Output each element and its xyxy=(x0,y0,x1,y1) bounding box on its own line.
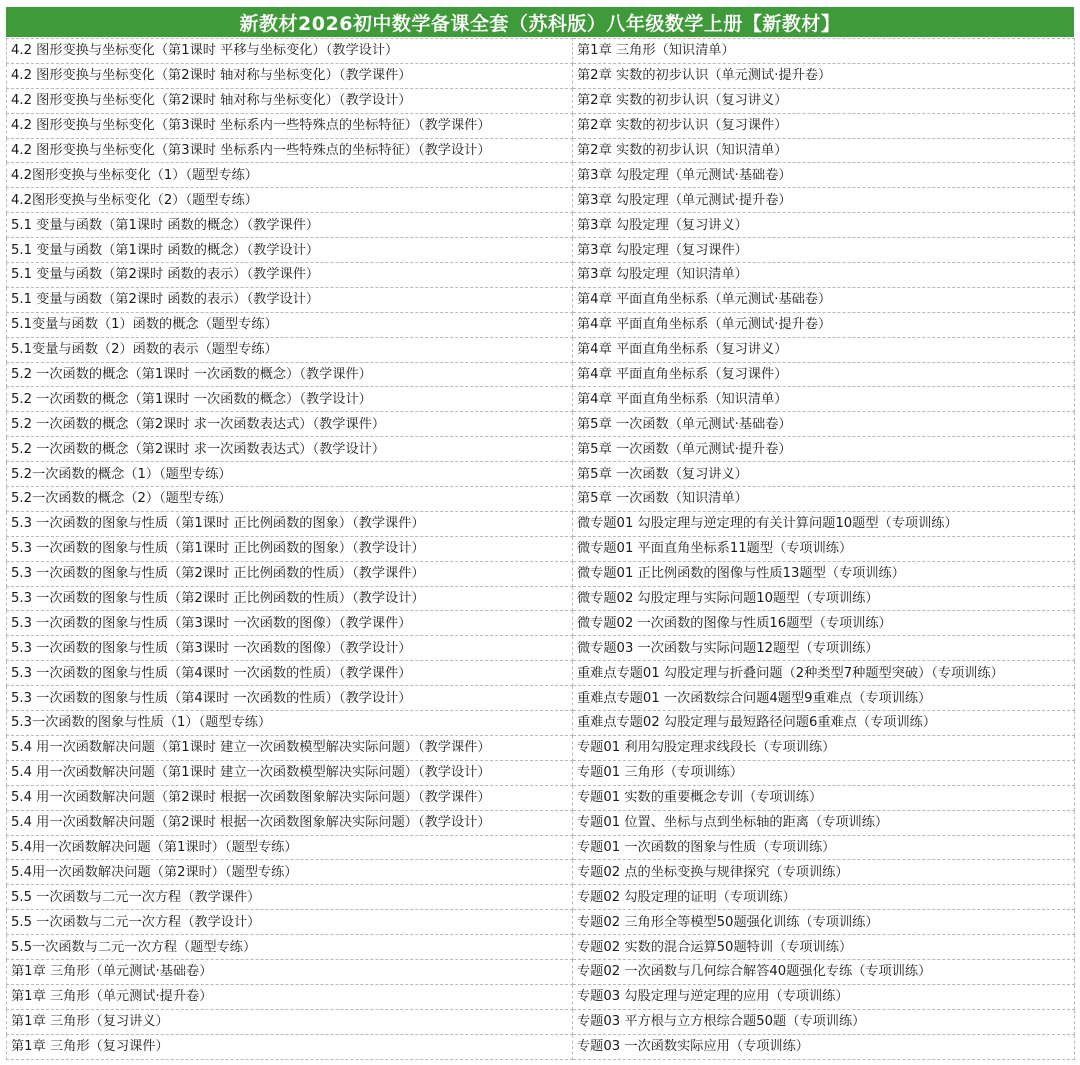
table-row xyxy=(7,810,1075,835)
left-cell: 5.1 变量与函数（第1课时 函数的概念）（教学课件） xyxy=(7,213,573,238)
left-cell: 5.2 一次函数的概念（第1课时 一次函数的概念）（教学课件） xyxy=(7,362,573,387)
right-cell: 微专题01 平面直角坐标系11题型（专项训练） xyxy=(573,536,1075,561)
left-cell: 5.4 用一次函数解决问题（第1课时 建立一次函数模型解决实际问题）（教学设计） xyxy=(7,760,573,785)
resource-table xyxy=(6,38,1075,1060)
right-cell: 第3章 勾股定理（复习讲义） xyxy=(573,213,1075,238)
right-cell: 第2章 实数的初步认识（复习讲义） xyxy=(573,88,1075,113)
left-cell: 5.2一次函数的概念（1）（题型专练） xyxy=(7,462,573,487)
table-row xyxy=(7,785,1075,810)
right-cell: 第1章 三角形（知识清单） xyxy=(573,39,1075,64)
left-cell: 4.2图形变换与坐标变化（1）（题型专练） xyxy=(7,163,573,188)
left-cell: 5.3 一次函数的图象与性质（第1课时 正比例函数的图象）（教学课件） xyxy=(7,511,573,536)
table-row xyxy=(7,586,1075,611)
left-cell: 5.3 一次函数的图象与性质（第1课时 正比例函数的图象）（教学设计） xyxy=(7,536,573,561)
table-row xyxy=(7,1034,1075,1059)
left-cell: 4.2图形变换与坐标变化（2）（题型专练） xyxy=(7,188,573,213)
left-cell: 5.1变量与函数（2）函数的表示（题型专练） xyxy=(7,337,573,362)
left-cell: 5.2一次函数的概念（2）（题型专练） xyxy=(7,487,573,512)
left-cell: 5.1 变量与函数（第1课时 函数的概念）（教学设计） xyxy=(7,238,573,263)
left-cell: 4.2 图形变换与坐标变化（第3课时 坐标系内一些特殊点的坐标特征）（教学设计） xyxy=(7,138,573,163)
table-row xyxy=(7,487,1075,512)
table-row xyxy=(7,437,1075,462)
table-row xyxy=(7,735,1075,760)
right-cell: 专题01 位置、坐标与点到坐标轴的距离（专项训练） xyxy=(573,810,1075,835)
right-cell: 微专题01 正比例函数的图像与性质13题型（专项训练） xyxy=(573,561,1075,586)
table-row xyxy=(7,711,1075,736)
table-row xyxy=(7,636,1075,661)
page-title: 新教材2026初中数学备课全套（苏科版）八年级数学上册【新教材】 xyxy=(6,7,1074,37)
table-row xyxy=(7,88,1075,113)
table-row xyxy=(7,63,1075,88)
table-row xyxy=(7,760,1075,785)
right-cell: 专题01 实数的重要概念专训（专项训练） xyxy=(573,785,1075,810)
left-cell: 5.4 用一次函数解决问题（第2课时 根据一次函数图象解决实际问题）（教学课件） xyxy=(7,785,573,810)
left-cell: 5.2 一次函数的概念（第2课时 求一次函数表达式）（教学课件） xyxy=(7,412,573,437)
left-cell: 4.2 图形变换与坐标变化（第2课时 轴对称与坐标变化）（教学设计） xyxy=(7,88,573,113)
left-cell: 5.4用一次函数解决问题（第2课时）（题型专练） xyxy=(7,860,573,885)
table-row xyxy=(7,312,1075,337)
left-cell: 5.1变量与函数（1）函数的概念（题型专练） xyxy=(7,312,573,337)
right-cell: 第2章 实数的初步认识（单元测试·提升卷） xyxy=(573,63,1075,88)
left-cell: 第1章 三角形（单元测试·提升卷） xyxy=(7,984,573,1009)
right-cell: 第4章 平面直角坐标系（知识清单） xyxy=(573,387,1075,412)
right-cell: 重难点专题02 勾股定理与最短路径问题6重难点（专项训练） xyxy=(573,711,1075,736)
table-row xyxy=(7,561,1075,586)
table-row xyxy=(7,611,1075,636)
table-row xyxy=(7,263,1075,288)
table-row xyxy=(7,462,1075,487)
left-cell: 5.4 用一次函数解决问题（第2课时 根据一次函数图象解决实际问题）（教学设计） xyxy=(7,810,573,835)
table-row xyxy=(7,113,1075,138)
left-cell: 5.3 一次函数的图象与性质（第2课时 正比例函数的性质）（教学课件） xyxy=(7,561,573,586)
table-row xyxy=(7,984,1075,1009)
table-row xyxy=(7,536,1075,561)
right-cell: 第2章 实数的初步认识（知识清单） xyxy=(573,138,1075,163)
right-cell: 专题01 一次函数的图象与性质（专项训练） xyxy=(573,835,1075,860)
right-cell: 专题02 三角形全等模型50题强化训练（专项训练） xyxy=(573,910,1075,935)
right-cell: 第3章 勾股定理（单元测试·基础卷） xyxy=(573,163,1075,188)
left-cell: 5.4用一次函数解决问题（第1课时）（题型专练） xyxy=(7,835,573,860)
right-cell: 第4章 平面直角坐标系（单元测试·提升卷） xyxy=(573,312,1075,337)
left-cell: 5.3 一次函数的图象与性质（第2课时 正比例函数的性质）（教学设计） xyxy=(7,586,573,611)
left-cell: 第1章 三角形（复习课件） xyxy=(7,1034,573,1059)
left-cell: 4.2 图形变换与坐标变化（第2课时 轴对称与坐标变化）（教学课件） xyxy=(7,63,573,88)
left-cell: 5.5 一次函数与二元一次方程（教学课件） xyxy=(7,885,573,910)
table-row xyxy=(7,337,1075,362)
right-cell: 第4章 平面直角坐标系（复习讲义） xyxy=(573,337,1075,362)
left-cell: 5.5 一次函数与二元一次方程（教学设计） xyxy=(7,910,573,935)
right-cell: 第5章 一次函数（单元测试·提升卷） xyxy=(573,437,1075,462)
right-cell: 专题03 平方根与立方根综合题50题（专项训练） xyxy=(573,1009,1075,1034)
right-cell: 专题03 勾股定理与逆定理的应用（专项训练） xyxy=(573,984,1075,1009)
right-cell: 专题02 一次函数与几何综合解答40题强化专练（专项训练） xyxy=(573,959,1075,984)
right-cell: 第5章 一次函数（复习讲义） xyxy=(573,462,1075,487)
left-cell: 4.2 图形变换与坐标变化（第3课时 坐标系内一些特殊点的坐标特征）（教学课件） xyxy=(7,113,573,138)
right-cell: 微专题03 一次函数与实际问题12题型（专项训练） xyxy=(573,636,1075,661)
table-row xyxy=(7,835,1075,860)
right-cell: 专题01 利用勾股定理求线段长（专项训练） xyxy=(573,735,1075,760)
right-cell: 重难点专题01 一次函数综合问题4题型9重难点（专项训练） xyxy=(573,686,1075,711)
left-cell: 5.1 变量与函数（第2课时 函数的表示）（教学课件） xyxy=(7,263,573,288)
left-cell: 5.3一次函数的图象与性质（1）（题型专练） xyxy=(7,711,573,736)
right-cell: 专题02 勾股定理的证明（专项训练） xyxy=(573,885,1075,910)
table-row xyxy=(7,686,1075,711)
table-row xyxy=(7,163,1075,188)
left-cell: 5.3 一次函数的图象与性质（第4课时 一次函数的性质）（教学设计） xyxy=(7,686,573,711)
right-cell: 第3章 勾股定理（单元测试·提升卷） xyxy=(573,188,1075,213)
right-cell: 重难点专题01 勾股定理与折叠问题（2种类型7种题型突破）（专项训练） xyxy=(573,661,1075,686)
left-cell: 第1章 三角形（单元测试·基础卷） xyxy=(7,959,573,984)
table-row xyxy=(7,511,1075,536)
table-row xyxy=(7,238,1075,263)
right-cell: 第4章 平面直角坐标系（复习课件） xyxy=(573,362,1075,387)
right-cell: 专题02 点的坐标变换与规律探究（专项训练） xyxy=(573,860,1075,885)
left-cell: 5.3 一次函数的图象与性质（第3课时 一次函数的图像）（教学设计） xyxy=(7,636,573,661)
right-cell: 专题01 三角形（专项训练） xyxy=(573,760,1075,785)
right-cell: 专题03 一次函数实际应用（专项训练） xyxy=(573,1034,1075,1059)
left-cell: 4.2 图形变换与坐标变化（第1课时 平移与坐标变化）（教学设计） xyxy=(7,39,573,64)
right-cell: 第3章 勾股定理（知识清单） xyxy=(573,263,1075,288)
right-cell: 第5章 一次函数（知识清单） xyxy=(573,487,1075,512)
table-row xyxy=(7,661,1075,686)
table-row xyxy=(7,387,1075,412)
left-cell: 5.4 用一次函数解决问题（第1课时 建立一次函数模型解决实际问题）（教学课件） xyxy=(7,735,573,760)
table-row xyxy=(7,362,1075,387)
left-cell: 5.1 变量与函数（第2课时 函数的表示）（教学设计） xyxy=(7,287,573,312)
left-cell: 5.5一次函数与二元一次方程（题型专练） xyxy=(7,935,573,960)
table-row xyxy=(7,213,1075,238)
table-row xyxy=(7,885,1075,910)
table-row xyxy=(7,910,1075,935)
left-cell: 5.2 一次函数的概念（第1课时 一次函数的概念）（教学设计） xyxy=(7,387,573,412)
table-row xyxy=(7,138,1075,163)
left-cell: 5.3 一次函数的图象与性质（第3课时 一次函数的图像）（教学课件） xyxy=(7,611,573,636)
table-row xyxy=(7,935,1075,960)
table-row xyxy=(7,860,1075,885)
right-cell: 微专题02 一次函数的图像与性质16题型（专项训练） xyxy=(573,611,1075,636)
table-row xyxy=(7,287,1075,312)
right-cell: 微专题02 勾股定理与实际问题10题型（专项训练） xyxy=(573,586,1075,611)
right-cell: 第4章 平面直角坐标系（单元测试·基础卷） xyxy=(573,287,1075,312)
left-cell: 第1章 三角形（复习讲义） xyxy=(7,1009,573,1034)
table-row xyxy=(7,959,1075,984)
right-cell: 专题02 实数的混合运算50题特训（专项训练） xyxy=(573,935,1075,960)
table-row xyxy=(7,188,1075,213)
table-row xyxy=(7,412,1075,437)
table-row xyxy=(7,39,1075,64)
right-cell: 第2章 实数的初步认识（复习课件） xyxy=(573,113,1075,138)
table-row xyxy=(7,1009,1075,1034)
left-cell: 5.3 一次函数的图象与性质（第4课时 一次函数的性质）（教学课件） xyxy=(7,661,573,686)
resource-table-body xyxy=(7,39,1075,1060)
right-cell: 微专题01 勾股定理与逆定理的有关计算问题10题型（专项训练） xyxy=(573,511,1075,536)
left-cell: 5.2 一次函数的概念（第2课时 求一次函数表达式）（教学设计） xyxy=(7,437,573,462)
right-cell: 第5章 一次函数（单元测试·基础卷） xyxy=(573,412,1075,437)
right-cell: 第3章 勾股定理（复习课件） xyxy=(573,238,1075,263)
